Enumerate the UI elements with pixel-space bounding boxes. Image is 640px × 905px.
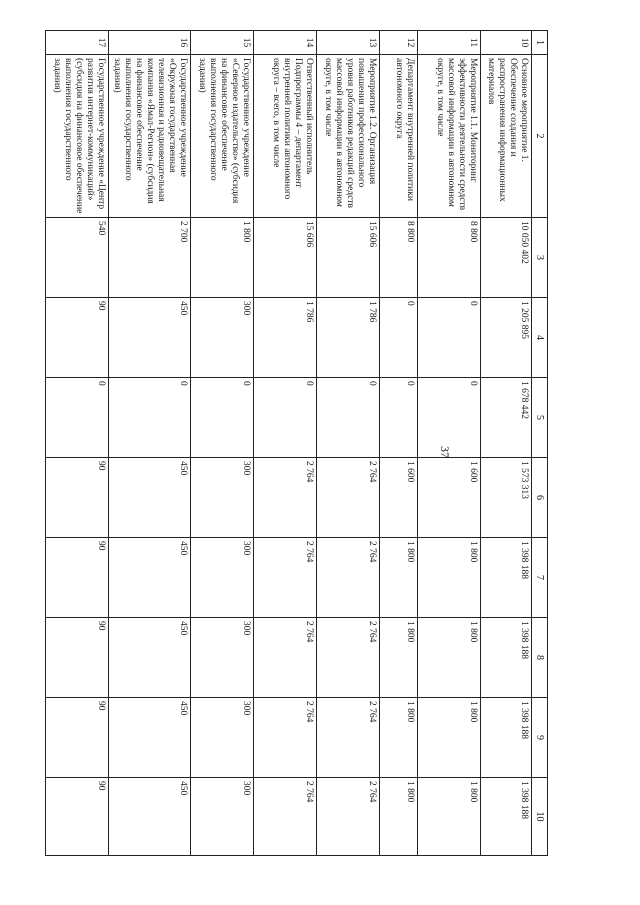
value-cell: 2 764 [317,538,380,618]
value-cell: 2 764 [317,618,380,698]
row-number-cell: 13 [317,31,380,55]
value-cell: 15 606 [254,218,317,298]
value-cell: 300 [191,458,254,538]
column-number-header: 9 [532,698,548,778]
column-number-header: 8 [532,618,548,698]
table-row [481,31,532,856]
value-cell: 0 [109,378,191,458]
value-cell: 2 764 [254,458,317,538]
value-cell: 90 [46,458,109,538]
column-number-header: 4 [532,298,548,378]
table-body [46,31,548,856]
row-name-cell: Государственное учреждение «Окружная государственная телевизионная и радиовещательная компания «Ямал-Регион» (субсидия на финансовое обеспечение выполнения государственного задания) [109,55,191,218]
column-number-header: 6 [532,458,548,538]
table-row [46,31,109,856]
value-cell: 0 [380,378,418,458]
value-cell: 1 398 188 [481,778,532,856]
table-row [254,31,317,856]
value-cell: 1 800 [418,538,481,618]
value-cell: 0 [254,378,317,458]
value-cell: 15 606 [317,218,380,298]
value-cell: 1 800 [380,618,418,698]
row-name-cell: Государственное учреждение «Центр развития интернет-коммуникаций» (субсидия на финансовое обеспечение выполнения государственного задания) [46,55,109,218]
budget-table-container [52,30,548,855]
value-cell: 2 764 [317,458,380,538]
value-cell: 2 764 [254,778,317,856]
row-number-cell: 16 [109,31,191,55]
row-number-cell: 12 [380,31,418,55]
value-cell: 300 [191,778,254,856]
value-cell: 300 [191,618,254,698]
value-cell: 1 800 [380,538,418,618]
value-cell: 1 600 [418,458,481,538]
header-row [532,31,548,856]
value-cell: 1 786 [317,298,380,378]
value-cell: 540 [46,218,109,298]
row-number-cell: 11 [418,31,481,55]
value-cell: 90 [46,698,109,778]
column-number-header: 7 [532,538,548,618]
row-number-cell: 17 [46,31,109,55]
value-cell: 8 800 [418,218,481,298]
table-row [380,31,418,856]
value-cell: 300 [191,538,254,618]
value-cell: 1 678 442 [481,378,532,458]
value-cell: 10 050 402 [481,218,532,298]
row-name-cell: Ответственный исполнитель Подпрограммы 4 – департамент внутренней политики автономного округа – всего, в том числе [254,55,317,218]
value-cell: 1 800 [418,778,481,856]
value-cell: 2 700 [109,218,191,298]
value-cell: 0 [46,378,109,458]
value-cell: 1 800 [380,778,418,856]
value-cell: 2 764 [317,778,380,856]
table-row [317,31,380,856]
value-cell: 2 764 [254,538,317,618]
value-cell: 0 [380,298,418,378]
value-cell: 450 [109,698,191,778]
row-name-cell: Государственное учреждение «Северное издательство» (субсидия на финансовое обеспечение выполнения государственного задания) [191,55,254,218]
row-name-cell: Основное мероприятие 1. Обеспечение создания и распространения информационных материалов [481,55,532,218]
value-cell: 450 [109,618,191,698]
budget-table [45,30,548,856]
value-cell: 300 [191,698,254,778]
value-cell: 0 [317,378,380,458]
value-cell: 450 [109,298,191,378]
value-cell: 0 [191,378,254,458]
table-row [418,31,481,856]
value-cell: 450 [109,458,191,538]
value-cell: 1 205 895 [481,298,532,378]
column-number-header: 1 [532,31,548,55]
value-cell: 90 [46,298,109,378]
value-cell: 2 764 [254,698,317,778]
table-row [191,31,254,856]
value-cell: 450 [109,538,191,618]
column-number-header: 10 [532,778,548,856]
column-number-header: 5 [532,378,548,458]
page-number: 37 [438,446,452,458]
column-number-header: 3 [532,218,548,298]
value-cell: 1 800 [418,618,481,698]
value-cell: 1 786 [254,298,317,378]
value-cell: 1 398 188 [481,698,532,778]
column-number-header: 2 [532,55,548,218]
value-cell: 300 [191,298,254,378]
value-cell: 1 800 [418,698,481,778]
value-cell: 2 764 [254,618,317,698]
value-cell: 0 [418,298,481,378]
value-cell: 2 764 [317,698,380,778]
table-row [109,31,191,856]
value-cell: 450 [109,778,191,856]
row-number-cell: 15 [191,31,254,55]
value-cell: 90 [46,778,109,856]
row-name-cell: Мероприятие 1.1. Мониторинг эффективности деятельности средств массовой информации в автономном округе, в том числе [418,55,481,218]
value-cell: 1 398 188 [481,538,532,618]
value-cell: 90 [46,618,109,698]
value-cell: 0 [418,378,481,458]
value-cell: 90 [46,538,109,618]
value-cell: 1 800 [191,218,254,298]
row-number-cell: 10 [481,31,532,55]
value-cell: 1 573 313 [481,458,532,538]
value-cell: 1 398 188 [481,618,532,698]
value-cell: 8 800 [380,218,418,298]
row-name-cell: Мероприятие 1.2. Организация повышения профессионального уровня работников редакций средств массовой информации в автономном округе, в том числе [317,55,380,218]
row-name-cell: Департамент внутренней политики автономного округа [380,55,418,218]
value-cell: 1 800 [380,698,418,778]
row-number-cell: 14 [254,31,317,55]
value-cell: 1 600 [380,458,418,538]
